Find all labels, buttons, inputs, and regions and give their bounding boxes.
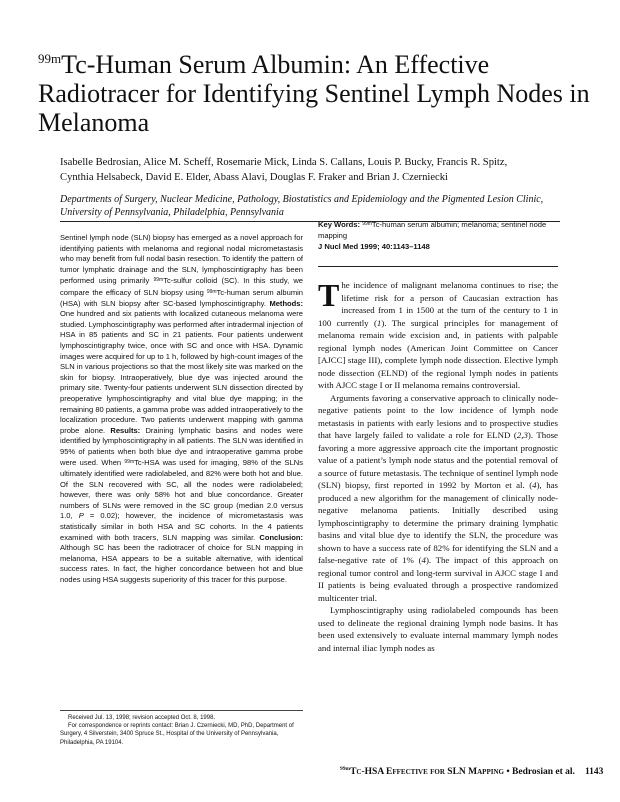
affiliation-line-2: University of Pennsylvania, Philadelphia, Pennsylvania bbox=[60, 207, 284, 218]
body-text-segment: ), has produced a new algorithm for the management of clinically node-negative melanoma patients. Initially described using lymphoscintigraphy to determine the primary draining lymphatic basins and vital blue dye to identify the SLN, the procedure was shown to have a success rate of 82% for identifying the SLN and a false-negative rate of 1% ( bbox=[318, 480, 558, 565]
footnotes bbox=[60, 714, 303, 747]
abstract-paragraph bbox=[60, 233, 303, 586]
title-text: Tc-Human Serum Albumin: An Effective Radiotracer for Identifying Sentinel Lymph Nodes in Melanoma bbox=[38, 50, 590, 137]
abstract bbox=[60, 233, 303, 586]
abstract-results-b: Tc-HSA was used for imaging, 98% of the SLNs ultimately identified were radiolabeled, and 82% were both hot and blue. Of the SLN recovered with SC, all the nodes were radiolabeled; however, there was only 58% hot and blue concordance. Greater numbers of SLNs were removed in the SC group (median 2.0 versus 1.0, bbox=[60, 458, 303, 521]
keywords-label: Key Words: bbox=[318, 220, 361, 229]
footer-separator: • bbox=[503, 767, 513, 777]
author-list bbox=[60, 155, 600, 185]
isotope-sup: 99m bbox=[206, 288, 217, 295]
body-paragraph bbox=[318, 279, 558, 392]
methods-label: Methods: bbox=[269, 298, 303, 308]
running-author: Bedrosian et al. bbox=[512, 767, 575, 777]
abstract-conclusion: Although SC has been the radiotracer of choice for SLN mapping in melanoma, HSA appears to be a suitable alternative, with identical success rates. In fact, the higher concordance between hot and blue nodes using HSA suggests superiority of this tracer for this purpose. bbox=[60, 543, 303, 584]
abstract-intro-2: Tc-sulfur colloid (SC). In this study, we compare the efficacy of SLN biopsy using bbox=[60, 276, 303, 297]
body-text-segment: ). The impact of this approach on regional tumor control and long-term survival in AJCC stage I and II patients is being evaluated through a prospective randomized multicenter trial. bbox=[318, 555, 558, 603]
abstract-intro-3: Tc-human serum albumin (HSA) with SLN biopsy after SC-based lymphoscintigraphy. bbox=[60, 287, 303, 308]
notes-divider bbox=[60, 710, 303, 711]
received-note: Received Jul. 13, 1998; revision accepted Oct. 8, 1998. bbox=[68, 715, 216, 721]
reference: 2,3 bbox=[516, 430, 528, 440]
title-superscript: 99m bbox=[38, 51, 62, 66]
running-footer bbox=[340, 766, 604, 777]
keywords-text: Tc-human serum albumin; melanoma; sentinel node mapping bbox=[318, 220, 547, 240]
results-label: Results: bbox=[110, 425, 141, 435]
isotope-sup: 99m bbox=[340, 766, 351, 772]
abstract-methods: One hundred and six patients with localized cutaneous melanoma were studied. Lymphoscintigraphy was performed after intradermal injection of HSA in 85 patients and SC in 21 patients. Four patients underwent lymphoscintigraphy twice, once with SC and once with HSA. Dynamic images were acquired for up to 1 h, followed by high-count images of the SLN in various projections so that the most likely site was marked on the skin for biopsy. Intraoperatively, blue dye was injected around the primary site. Twenty-four patients underwent SLN dissection directed by preoperative lymphoscintigraphy and vital blue dye mapping; in the remaining 80 patients, a gamma probe was added intraoperatively to the localization procedure. Two patients underwent mapping with gamma probe alone. bbox=[60, 309, 303, 435]
p-value-symbol: P bbox=[78, 511, 84, 521]
drop-cap: T bbox=[318, 277, 340, 313]
conclusion-label: Conclusion: bbox=[259, 532, 303, 542]
running-title: Tc-HSA Effective for SLN Mapping bbox=[350, 767, 504, 777]
body-paragraph: Lymphoscintigraphy using radiolabeled compounds has been used to delineate the regional draining lymph node basins. It has been used extensively to evaluate internal mammary lymph nodes and internal iliac lymph nodes as bbox=[318, 605, 558, 653]
journal-citation: J Nucl Med 1999; 40:1143–1148 bbox=[318, 242, 430, 251]
body-text-segment: Arguments favoring a conservative approach to clinically node-negative patients point to the low incidence of lymph node metastasis in patients with early lesions and to prospective studies that have largely failed to validate a role for ELND ( bbox=[318, 392, 558, 440]
authors-line-2: Cynthia Helsabeck, David E. Elder, Abass Alavi, Douglas F. Fraker and Brian J. Czerniecki bbox=[60, 172, 448, 183]
keywords-divider bbox=[318, 266, 558, 267]
affiliation bbox=[60, 193, 600, 219]
body-paragraph bbox=[318, 392, 558, 605]
body-text bbox=[318, 279, 558, 654]
correspondence-note: For correspondence or reprints contact: Brian J. Czerniecki, MD, PhD, Department of Surgery, 4 Silverstein, 3400 Spruce St., Hospital of the University of Pennsylvania, Philadelphia, PA 19104. bbox=[60, 723, 294, 746]
reference: 4 bbox=[532, 480, 537, 490]
affiliation-line-1: Departments of Surgery, Nuclear Medicine, Pathology, Biostatistics and Epidemiology and the Pigmented Lesion Clinic, bbox=[60, 194, 544, 205]
body-text-segment: ). The surgical principles for management of melanoma remain wide excision and, in patients with palpable regional lymph nodes (American Joint Committee on Cancer [AJCC] stage III), complete lymph node dissection. Elective lymph node dissection (ELND) of the regional lymph nodes in patients with AJCC stage I or II melanoma remains controversial. bbox=[318, 317, 558, 390]
body-text-segment: he incidence of malignant melanoma continues to rise; the lifetime risk for a person of Caucasian extraction has increased from 1 in 1500 at the turn of the century to 1 in 100 currently ( bbox=[318, 280, 558, 328]
isotope-sup: 99m bbox=[124, 459, 135, 466]
authors-line-1: Isabelle Bedrosian, Alice M. Scheff, Rosemarie Mick, Linda S. Callans, Louis P. Bucky, Francis R. Spitz, bbox=[60, 157, 508, 168]
page-number: 1143 bbox=[584, 767, 604, 777]
reference: 1 bbox=[376, 317, 382, 328]
isotope-sup: 99m bbox=[362, 221, 372, 227]
keywords bbox=[318, 219, 558, 241]
isotope-sup: 99m bbox=[153, 277, 164, 284]
abstract-results-c: = 0.02); however, the incidence of micrometastasis was statistically similar in both HSA and SC cohorts. In the 4 patients examined with both tracers, SLN mapping was similar. bbox=[60, 511, 303, 542]
body-text-segment: ). Those favoring a more aggressive approach cite the important prognostic value of a patient’s lymph node status and the potential removal of a source of future metastasis. The technique of sentinel lymph node (SLN) biopsy, first reported in 1992 by Morton et al. ( bbox=[318, 430, 558, 490]
reference: 4 bbox=[421, 555, 426, 565]
article-title bbox=[38, 44, 598, 137]
abstract-intro: Sentinel lymph node (SLN) biopsy has emerged as a novel approach for identifying patients with melanoma and regional nodal micrometastasis who may benefit from full nodal basin resection. To identify the pattern of tumor lymphatic drainage and the SLN, lymphoscintigraphy has been performed using primarily bbox=[60, 233, 303, 286]
abstract-results-a: Draining lymphatic basins and nodes were identified by lymphoscintigraphy in all patients. The SLN was identified in 95% of patients when both blue dye and intraoperative gamma probe were used. When bbox=[60, 425, 304, 468]
